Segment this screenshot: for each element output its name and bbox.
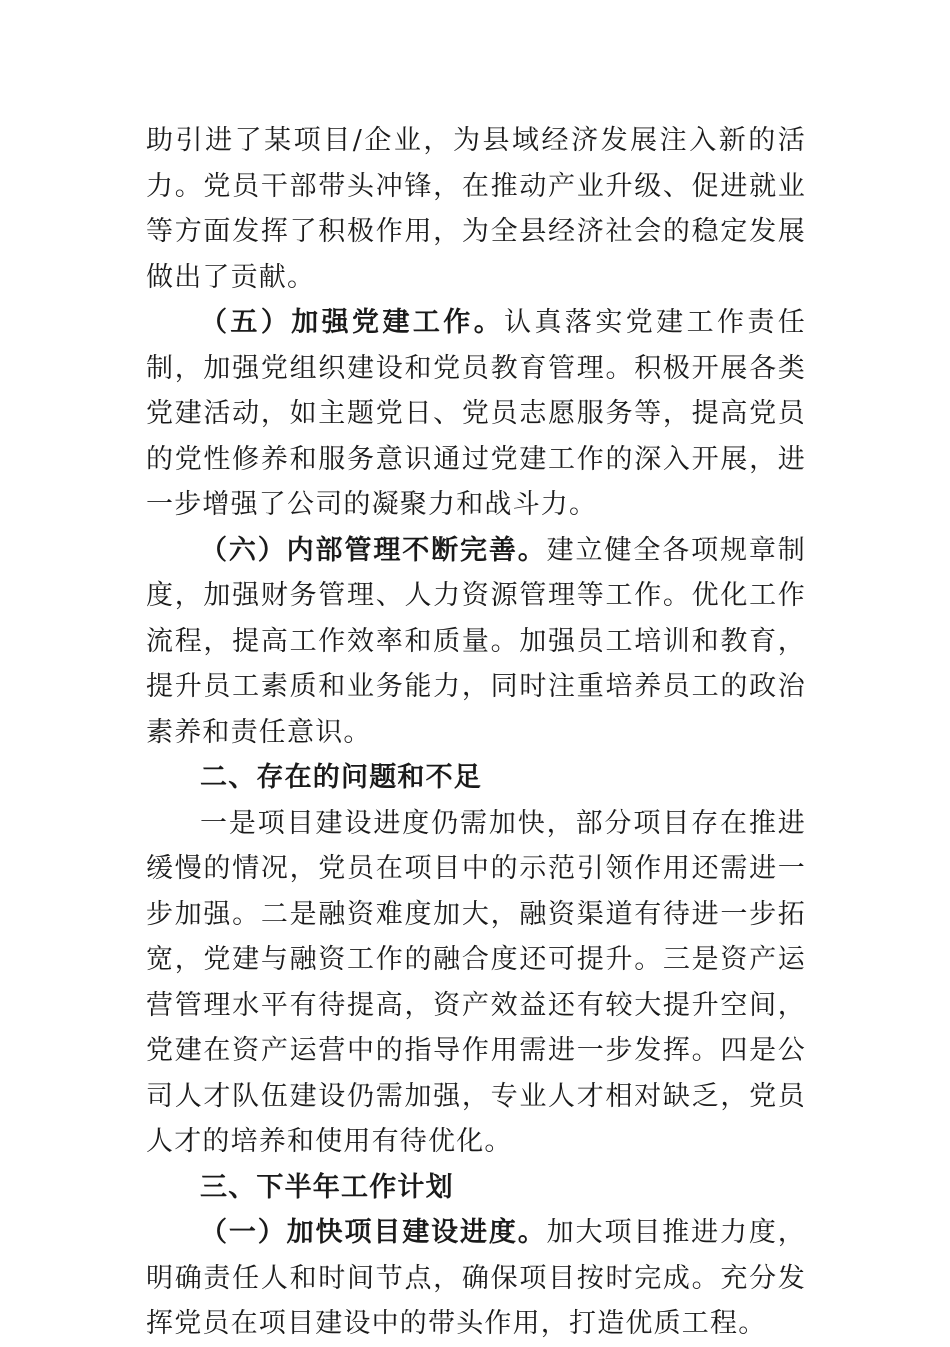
paragraph-text: 一是项目建设进度仍需加快，部分项目存在推进缓慢的情况，党员在项目中的示范引领作用还需进一步加强。二是融资难度加大，融资渠道有待进一步拓宽，党建与融资工作的融合度还可提升。三是资产运营管理水平有待提高，资产效益还有较大提升空间，党建在资产运营中的指导作用需进一步发挥。四是公司人才队伍建设仍需加强，专业人才相对缺乏，党员人才的培养和使用有待优化。 — [146, 807, 806, 1157]
section-heading-plan: 三、下半年工作计划 — [200, 1171, 454, 1203]
paragraph-problems — [146, 801, 806, 1165]
paragraph-lead: （六）内部管理不断完善。 — [200, 534, 547, 566]
paragraph-internal-management — [146, 528, 806, 756]
paragraph-lead: （五）加强党建工作。 — [200, 307, 505, 338]
paragraph-text: 助引进了某项目/企业，为县域经济发展注入新的活力。党员干部带头冲锋，在推动产业升级、促进就业等方面发挥了积极作用，为全县经济社会的稳定发展做出了贡献。 — [146, 125, 806, 293]
paragraph-continuation — [146, 118, 806, 300]
paragraph-lead: （一）加快项目建设进度。 — [200, 1217, 547, 1248]
paragraph-plan-item-1 — [146, 1210, 806, 1347]
paragraph-party-building — [146, 300, 806, 528]
paragraph-text: 认真落实党建工作责任制，加强党组织建设和党员教育管理。积极开展各类党建活动，如主题党日、党员志愿服务等，提高党员的党性修养和服务意识通过党建工作的深入开展，进一步增强了公司的凝聚力和战斗力。 — [146, 307, 807, 520]
document-body — [146, 118, 806, 1347]
section-heading-problems: 二、存在的问题和不足 — [200, 762, 482, 793]
paragraph-text: 建立健全各项规章制度，加强财务管理、人力资源管理等工作。优化工作流程，提高工作效率和质量。加强员工培训和教育，提升员工素质和业务能力，同时注重培养员工的政治素养和责任意识。 — [146, 534, 806, 748]
paragraph-text: 加大项目推进力度，明确责任人和时间节点，确保项目按时完成。充分发挥党员在项目建设中的带头作用，打造优质工程。 — [146, 1217, 806, 1339]
